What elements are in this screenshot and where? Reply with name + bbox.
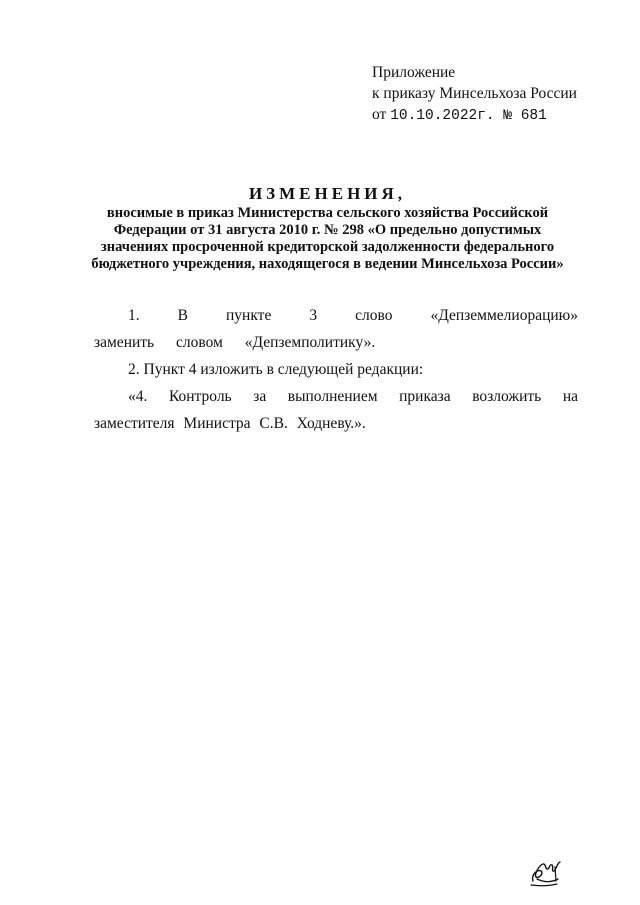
appendix-date-number: 10.10.2022г. № 681 bbox=[390, 108, 547, 124]
appendix-line-1: Приложение bbox=[372, 64, 456, 81]
appendix-date-prefix: от bbox=[372, 106, 387, 123]
appendix-line-3 bbox=[372, 104, 577, 127]
body-item-2: 2. Пункт 4 изложить в следующей редакции: bbox=[128, 361, 424, 378]
appendix-block bbox=[372, 62, 577, 127]
document-title: ИЗМЕНЕНИЯ, bbox=[248, 184, 407, 203]
document-body bbox=[94, 302, 578, 437]
document-heading bbox=[80, 183, 575, 273]
appendix-line-2: к приказу Минсельхоза России bbox=[372, 85, 577, 102]
body-item-2-text: «4. Контроль за выполнением приказа возложить на заместителя Министра С.В. Ходневу.». bbox=[94, 388, 578, 432]
document-subtitle: вносимые в приказ Министерства сельского хозяйства Российской Федерации от 31 августа 2010 г. № 298 «О предельно допустимых значениях просроченной кредиторской задолженности федерального бюджетного учреждения, находящегося в ведении Минсельхоза России» bbox=[91, 205, 564, 272]
signature-icon bbox=[527, 855, 567, 889]
body-item-1: 1. В пункте 3 слово «Депземмелиорацию» заменить словом «Депземполитику». bbox=[94, 307, 578, 351]
